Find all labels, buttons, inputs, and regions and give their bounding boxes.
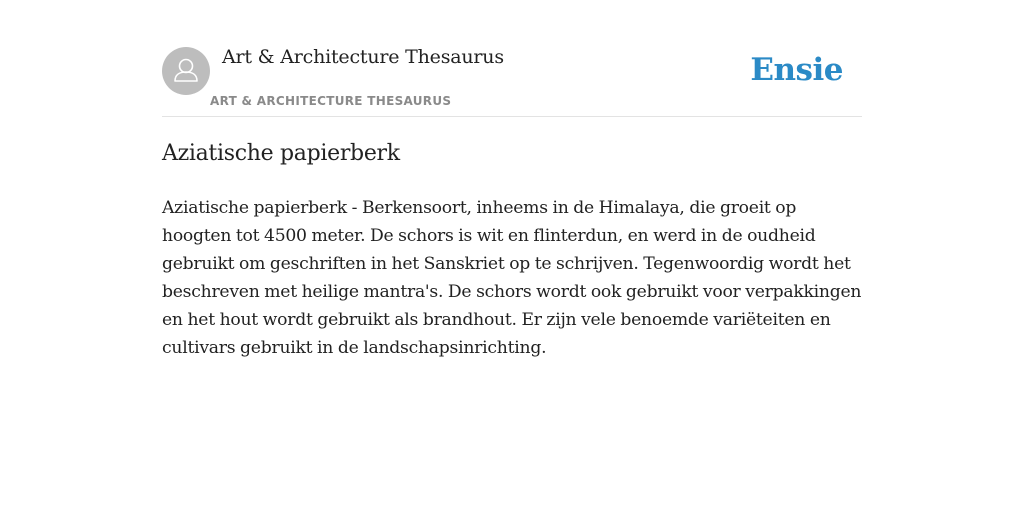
source-header [162, 46, 862, 117]
page-title: Aziatische papierberk [162, 141, 400, 166]
source-subtitle: ART & ARCHITECTURE THESAURUS [210, 94, 452, 108]
avatar[interactable] [162, 47, 210, 95]
user-placeholder-icon [162, 47, 210, 95]
source-title[interactable]: Art & Architecture Thesaurus [222, 46, 504, 68]
brand-logo[interactable]: Ensie [750, 52, 843, 88]
article [162, 139, 862, 362]
definition-text: Aziatische papierberk - Berkensoort, inheems in de Himalaya, die groeit op hoogten tot 4500 meter. De schors is wit en flinterdun, en werd in de oudheid gebruikt om geschriften in het Sanskriet op te schrijven. Tegenwoordig wordt het beschreven met heilige mantra's. De schors wordt ook gebruikt voor verpakkingen en het hout wordt gebruikt als brandhout. Er zijn vele benoemde variëteiten en cultivars gebruikt in de landschapsinrichting. [162, 198, 862, 358]
